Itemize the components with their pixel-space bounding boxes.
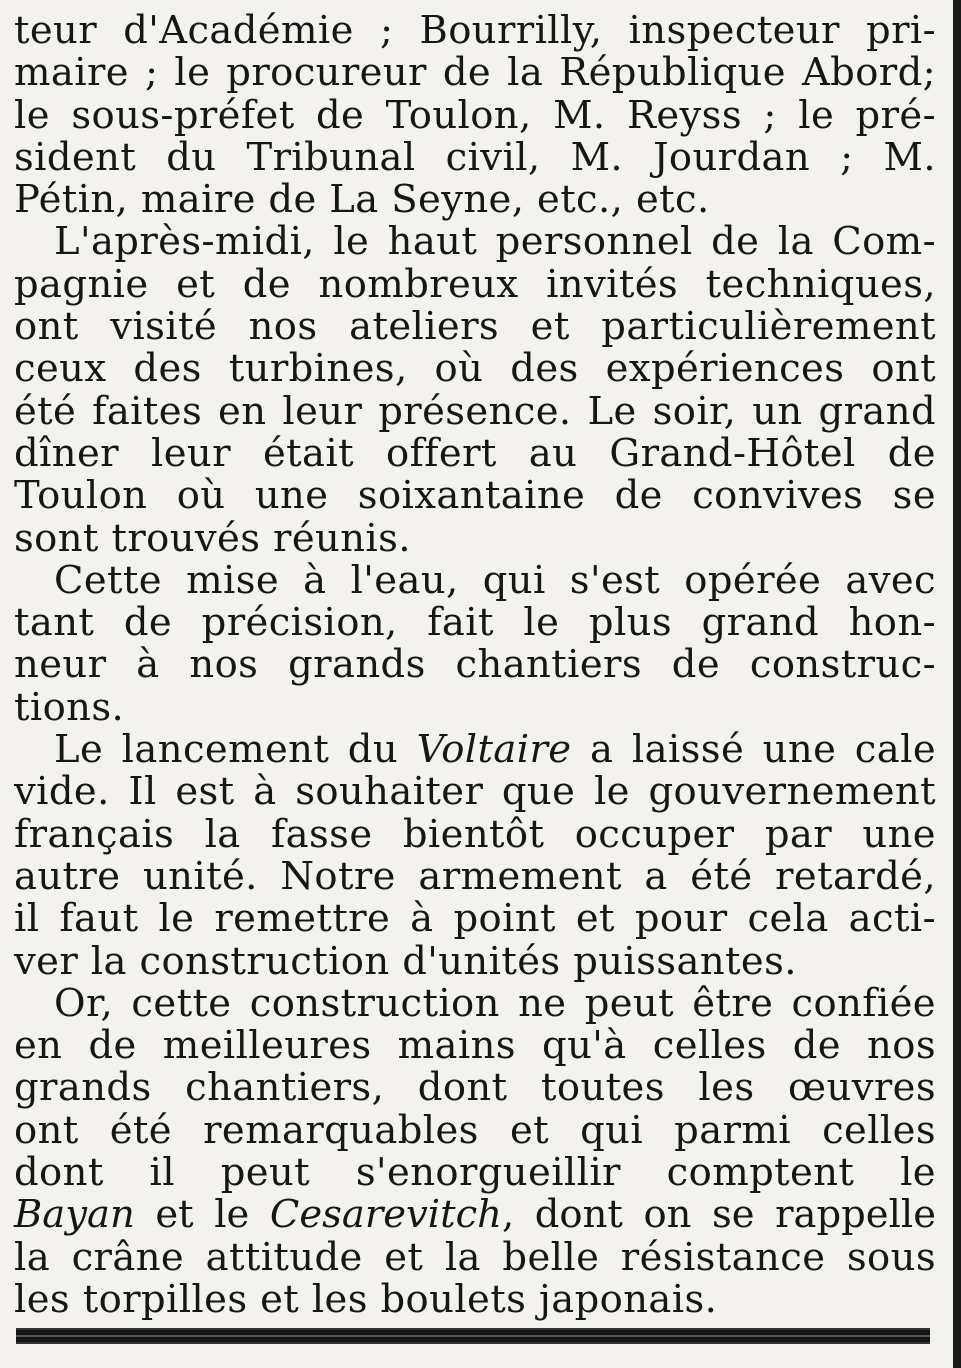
text-line: Or, cette construction ne peut être confiée <box>54 980 936 1026</box>
text-line: en de meilleures mains qu'à celles de nos <box>14 1023 936 1069</box>
text-fragment: , dont on se rappelle <box>501 1192 936 1238</box>
text-line: sident du Tribunal civil, M. Jourdan ; M. <box>14 134 936 180</box>
text-line: L'après-midi, le haut personnel de la Com- <box>54 219 936 265</box>
text-line: ver la construction d'unités puissantes. <box>14 938 797 984</box>
text-fragment: Le lancement du <box>54 727 417 773</box>
text-line <box>14 729 936 771</box>
text-line: il faut le remettre à point et pour cela acti- <box>14 896 936 942</box>
text-line: tions. <box>14 684 125 730</box>
text-fragment: a laissé une cale <box>571 727 936 773</box>
text-line: teur d'Académie ; Bourrilly, inspecteur pri- <box>14 8 936 53</box>
text-line: français la fasse bientôt occuper par une <box>14 811 936 857</box>
paragraph-1 <box>14 10 936 221</box>
ship-name-voltaire: Voltaire <box>416 727 572 773</box>
text-line: la crâne attitude et la belle résistance sous <box>14 1234 936 1280</box>
text-fragment: et le <box>134 1192 270 1238</box>
text-line: les torpilles et les boulets japonais. <box>14 1276 718 1322</box>
text-line: dont il peut s'enorgueillir comptent le <box>14 1150 936 1196</box>
text-line: été faites en leur présence. Le soir, un grand <box>14 388 936 434</box>
scan-edge-border <box>953 0 961 1368</box>
divider-inner-line <box>16 1335 930 1337</box>
text-line: neur à nos grands chantiers de construc- <box>14 642 936 688</box>
text-line: dîner leur était offert au Grand-Hôtel de <box>14 430 936 476</box>
text-line: Toulon où une soixantaine de convives se <box>14 473 936 519</box>
text-line: ont visité nos ateliers et particulièrement <box>14 304 936 350</box>
text-line: Cette mise à l'eau, qui s'est opérée avec <box>54 557 936 603</box>
text-line: autre unité. Notre armement a été retardé, <box>14 853 936 899</box>
text-line: Pétin, maire de La Seyne, etc., etc. <box>14 177 710 223</box>
text-line: ceux des turbines, où des expériences ont <box>14 346 936 392</box>
paragraph-4 <box>14 729 936 983</box>
text-line <box>14 1194 936 1236</box>
text-line: vide. Il est à souhaiter que le gouvernement <box>14 769 936 815</box>
text-line: pagnie et de nombreux invités techniques, <box>14 261 936 307</box>
section-divider-rule <box>16 1328 930 1344</box>
text-line: sont trouvés réunis. <box>14 515 411 561</box>
text-line: maire ; le procureur de la République Abord; <box>14 50 936 96</box>
text-line: tant de précision, fait le plus grand hon- <box>14 600 936 646</box>
article-column <box>14 10 936 1321</box>
ship-name-bayan: Bayan <box>14 1192 135 1238</box>
paragraph-2 <box>14 221 936 559</box>
text-line: le sous-préfet de Toulon, M. Reyss ; le pré- <box>14 92 936 138</box>
text-line: grands chantiers, dont toutes les œuvres <box>14 1065 936 1111</box>
paragraph-3 <box>14 557 936 730</box>
ship-name-cesarevitch: Cesarevitch <box>269 1192 502 1238</box>
paragraph-5 <box>14 980 936 1322</box>
text-line: ont été remarquables et qui parmi celles <box>14 1107 936 1153</box>
